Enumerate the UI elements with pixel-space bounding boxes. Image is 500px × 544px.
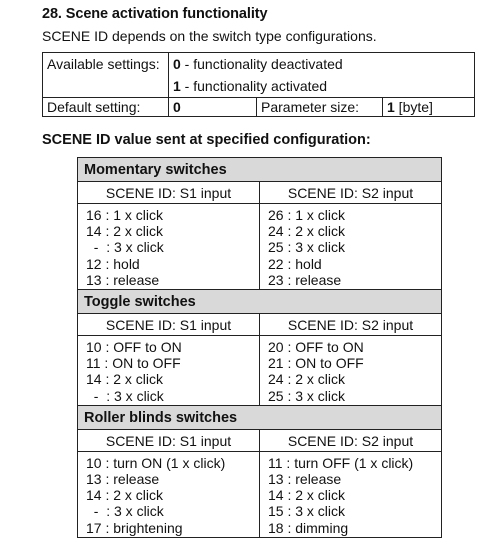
list-item: 18 : dimming xyxy=(268,519,349,536)
list-item: - : 3 x click xyxy=(86,387,164,404)
group-title-roller-blinds: Roller blinds switches xyxy=(78,405,442,429)
scene-id-table xyxy=(77,157,442,538)
list-item: 23 : release xyxy=(268,271,342,288)
list-item: 13 : release xyxy=(268,471,342,488)
s2-header: SCENE ID: S2 input xyxy=(260,182,442,204)
list-item: 25 : 3 x click xyxy=(268,387,346,404)
list-item: 13 : release xyxy=(86,471,160,488)
parameter-size-value: 1 [byte] xyxy=(383,98,475,117)
list-item: 14 : 2 x click xyxy=(268,487,346,504)
option-1: 1 - functionality activated xyxy=(173,78,328,94)
group-title-momentary: Momentary switches xyxy=(78,158,442,182)
list-item: 14 : 2 x click xyxy=(86,487,164,504)
list-item: 17 : brightening xyxy=(86,519,183,536)
s2-list xyxy=(260,451,442,537)
scene-id-heading: SCENE ID value sent at specified configuration: xyxy=(42,132,371,148)
list-item: 10 : OFF to ON xyxy=(86,339,182,356)
list-item: 11 : turn OFF (1 x click) xyxy=(268,454,414,471)
list-item: 24 : 2 x click xyxy=(268,223,346,240)
available-settings-options xyxy=(169,53,475,98)
list-item: 16 : 1 x click xyxy=(86,207,164,223)
parameter-size-label: Parameter size: xyxy=(257,98,383,117)
list-item: 22 : hold xyxy=(268,255,322,272)
list-item: 13 : release xyxy=(86,271,160,288)
available-settings-label: Available settings: xyxy=(43,53,169,98)
list-item: 11 : ON to OFF xyxy=(86,355,181,372)
default-setting-label: Default setting: xyxy=(43,98,169,117)
list-item: 14 : 2 x click xyxy=(86,223,164,240)
option-0: 0 - functionality deactivated xyxy=(173,56,343,72)
list-item: 26 : 1 x click xyxy=(268,207,346,223)
list-item: 12 : hold xyxy=(86,255,140,272)
list-item: 14 : 2 x click xyxy=(86,371,164,388)
list-item: 25 : 3 x click xyxy=(268,239,346,256)
list-item: - : 3 x click xyxy=(86,239,164,256)
s1-list xyxy=(78,451,260,537)
list-item: 10 : turn ON (1 x click) xyxy=(86,454,226,471)
s2-header: SCENE ID: S2 input xyxy=(260,314,442,336)
section-heading: 28. Scene activation functionality xyxy=(42,6,268,22)
s2-list xyxy=(260,204,442,290)
settings-table xyxy=(42,52,475,117)
s2-list xyxy=(260,336,442,406)
list-item: - : 3 x click xyxy=(86,503,164,520)
list-item: 24 : 2 x click xyxy=(268,371,346,388)
s1-list xyxy=(78,336,260,406)
s1-list xyxy=(78,204,260,290)
section-intro: SCENE ID depends on the switch type configurations. xyxy=(42,28,377,44)
default-setting-value: 0 xyxy=(169,98,257,117)
s1-header: SCENE ID: S1 input xyxy=(78,429,260,451)
s1-header: SCENE ID: S1 input xyxy=(78,314,260,336)
group-title-toggle: Toggle switches xyxy=(78,290,442,314)
list-item: 15 : 3 x click xyxy=(268,503,346,520)
list-item: 21 : ON to OFF xyxy=(268,355,364,372)
s1-header: SCENE ID: S1 input xyxy=(78,182,260,204)
list-item: 20 : OFF to ON xyxy=(268,339,364,356)
s2-header: SCENE ID: S2 input xyxy=(260,429,442,451)
